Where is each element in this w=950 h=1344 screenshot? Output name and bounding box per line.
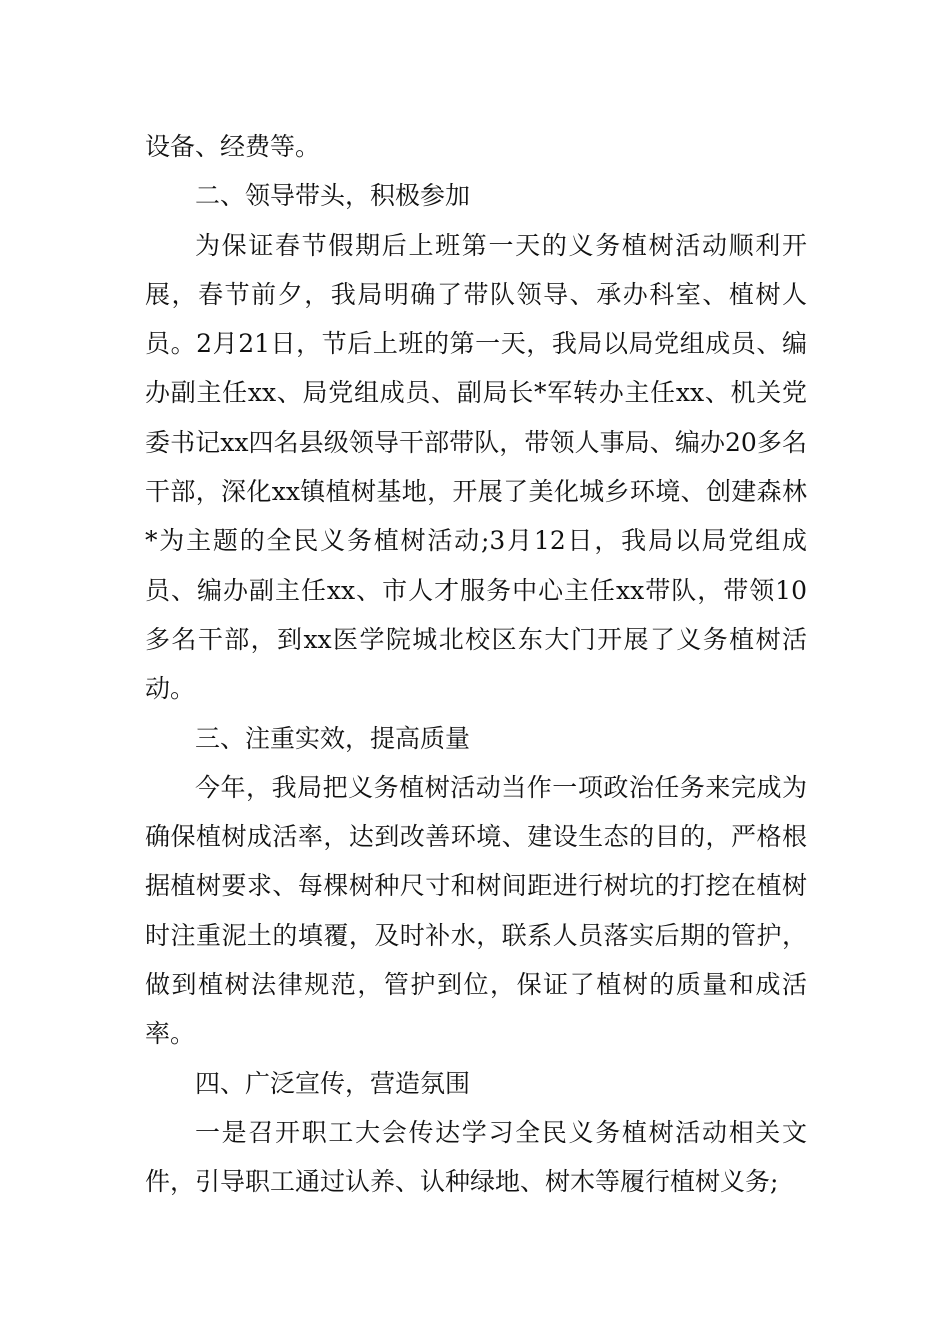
section-heading-3: 三、注重实效，提高质量: [195, 723, 471, 753]
continuation-paragraph: 设备、经费等。: [145, 132, 321, 161]
section-paragraph-2: 为保证春节假期后上班第一天的义务植树活动顺利开展，春节前夕，我局明确了带队领导、承办科室、植树人员。2月21日，节后上班的第一天，我局以局党组成员、编办副主任xx、局党组成员、副局长*军转办主任xx、机关党委书记xx四名县级领导干部带队，带领人事局、编办20多名干部，深化xx镇植树基地，开展了美化城乡环境、创建森林*为主题的全民义务植树活动;3月12日，我局以局党组成员、编办副主任xx、市人才服务中心主任xx带队，带领10多名干部，到xx医学院城北校区东大门开展了义务植树活动。: [145, 230, 807, 704]
document-body: [145, 122, 807, 1207]
section-paragraph-3: 今年，我局把义务植树活动当作一项政治任务来完成为确保植树成活率，达到改善环境、建设生态的目的，严格根据植树要求、每棵树种尺寸和树间距进行树坑的打挖在植树时注重泥土的填覆，及时补水，联系人员落实后期的管护，做到植树法律规范，管护到位，保证了植树的质量和成活率。: [145, 772, 807, 1049]
section-heading-4: 四、广泛宣传，营造氛围: [195, 1068, 471, 1098]
section-heading-2: 二、领导带头，积极参加: [195, 181, 471, 211]
section-paragraph-4: 一是召开职工大会传达学习全民义务植树活动相关文件，引导职工通过认养、认种绿地、树木等履行植树义务;: [145, 1117, 807, 1197]
